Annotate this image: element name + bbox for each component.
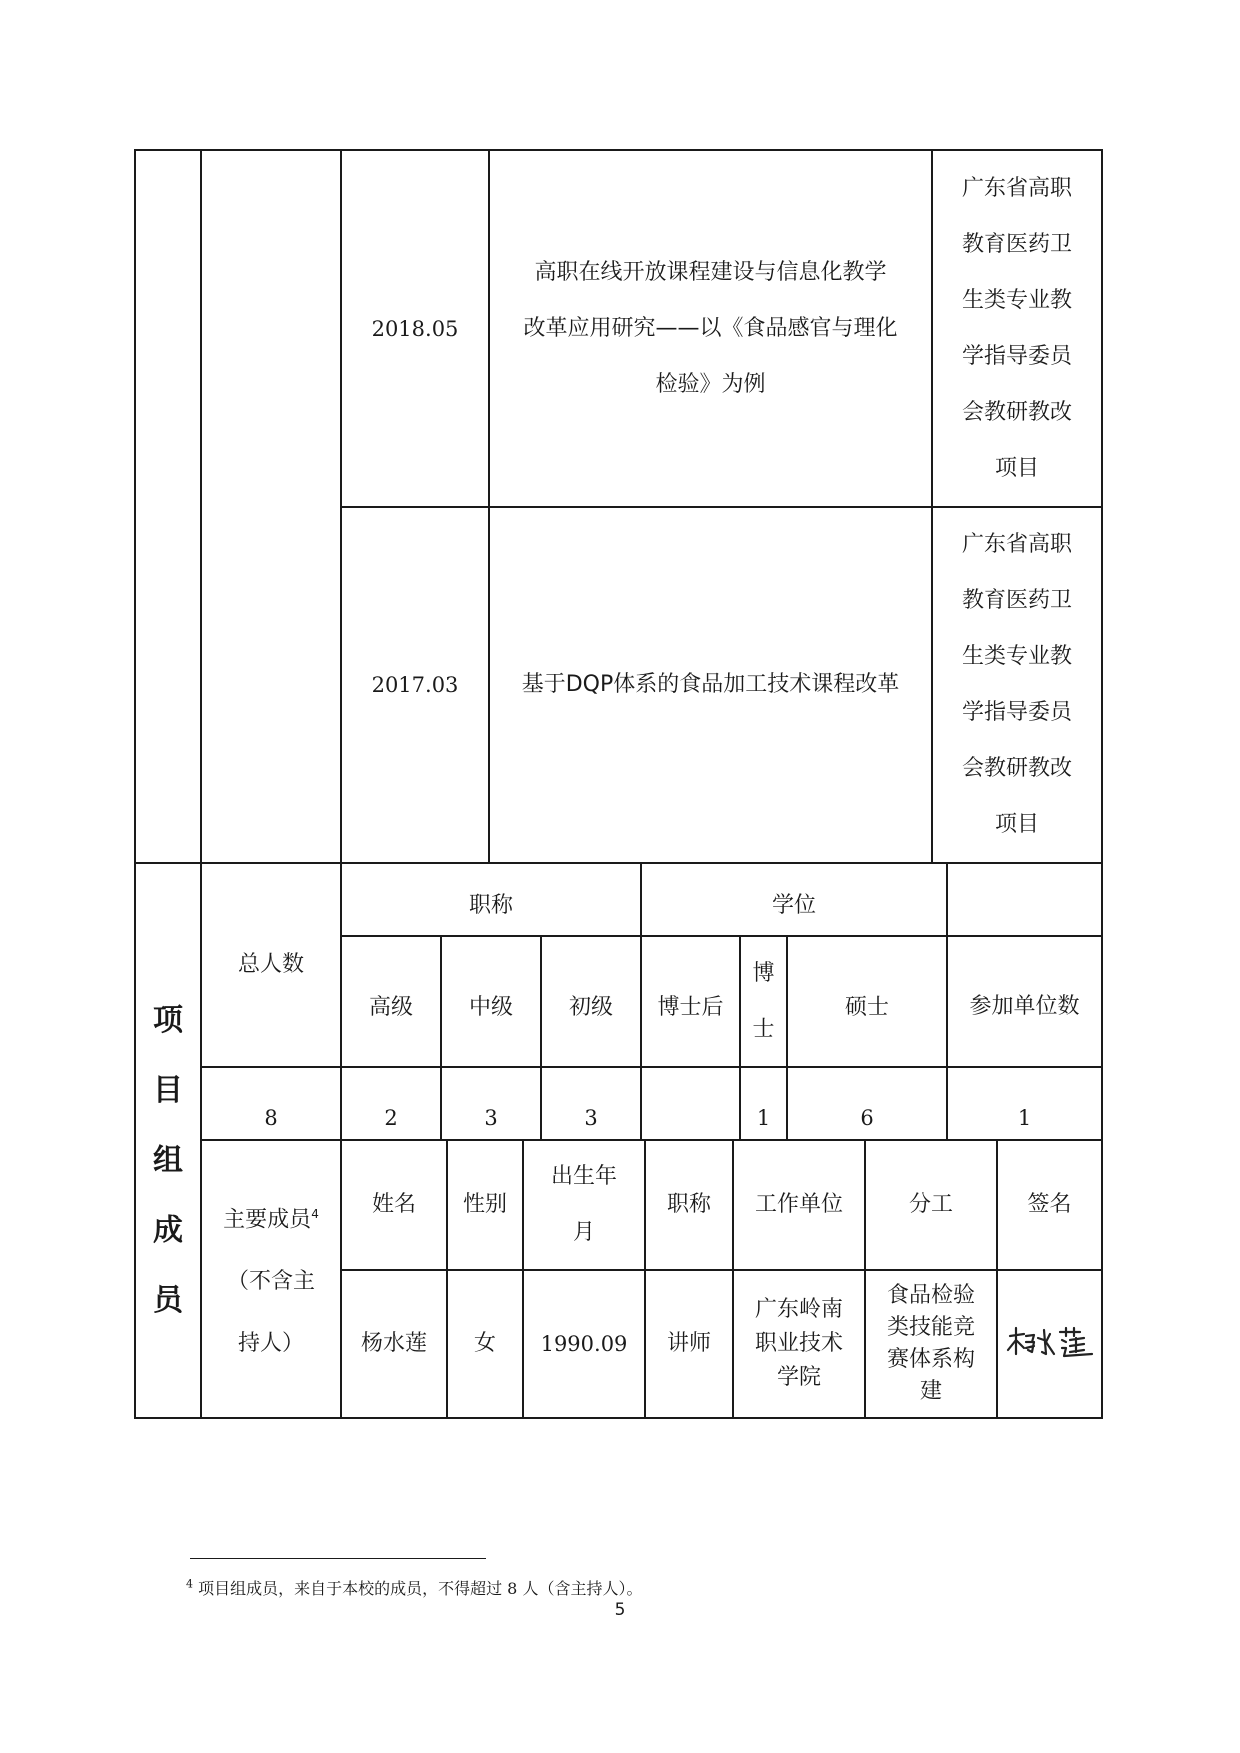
footnote-ref: 4: [311, 1206, 319, 1221]
project-date: 2017.03: [371, 673, 459, 697]
project-source: [933, 508, 1101, 862]
junior-value: 3: [584, 1105, 598, 1130]
project-date: 2018.05: [371, 316, 459, 341]
project-source-line: 会教研教改: [961, 756, 1072, 781]
duty-header: 分工: [908, 1192, 953, 1217]
members-label-main: 主要成员$^4$: [223, 1206, 319, 1233]
member-signature: [998, 1271, 1101, 1417]
member-birth: 1990.09: [540, 1332, 628, 1356]
doctor-value: 1: [756, 1105, 771, 1130]
section-label: [136, 864, 200, 1417]
middle-header: 中级: [468, 994, 513, 1020]
degree-group-header: 学位: [771, 892, 816, 918]
title-group-header: 职称: [468, 892, 513, 918]
project-source-line: 生类专业教: [961, 644, 1072, 669]
section-label-char: 项: [153, 1002, 183, 1038]
project-title-line: 高职在线开放课程建设与信息化教学: [534, 259, 887, 285]
project-title: [490, 151, 931, 506]
section-label-char: 员: [153, 1282, 183, 1318]
footnote: [186, 1576, 642, 1599]
postdoc-header: 博士后: [657, 994, 724, 1020]
project-source-line: 广东省高职: [961, 532, 1072, 557]
project-title-line: 改革应用研究——以《食品感官与理化: [523, 315, 898, 341]
section-label-char: 成: [153, 1212, 183, 1248]
members-label-sub: （不含主: [226, 1269, 315, 1295]
doctor-header-char: 士: [752, 1016, 775, 1042]
project-source-line: 项目: [994, 812, 1039, 837]
member-duty-line: 食品检验: [886, 1283, 975, 1308]
unit-header: 工作单位: [754, 1192, 843, 1217]
gender-header: 性别: [462, 1192, 507, 1217]
senior-value: 2: [384, 1105, 398, 1130]
members-label: [202, 1141, 340, 1417]
units-header: 参加单位数: [969, 994, 1080, 1019]
project-source-line: 广东省高职: [961, 175, 1072, 201]
master-header: 硕士: [844, 994, 889, 1020]
project-source-line: 会教研教改: [961, 399, 1072, 425]
member-name: 杨水莲: [360, 1331, 427, 1356]
table-border-right: [1101, 149, 1103, 1419]
project-source-line: 教育医药卫: [961, 588, 1072, 613]
section-label-char: 组: [153, 1142, 183, 1178]
page-number: 5: [614, 1600, 626, 1620]
birth-header-line: 月: [572, 1220, 595, 1245]
project-source-line: 生类专业教: [961, 287, 1072, 313]
title-header: 职称: [666, 1192, 711, 1217]
footnote-separator: [190, 1558, 486, 1559]
total-value: 8: [264, 1105, 278, 1130]
junior-header: 初级: [568, 994, 613, 1020]
member-duty-line: 类技能竞: [886, 1315, 975, 1340]
footnote-marker: 4: [186, 1577, 193, 1591]
section-label-char: 目: [153, 1072, 183, 1108]
project-source: [933, 151, 1101, 506]
members-label-sub: 持人）: [237, 1331, 304, 1357]
project-title-line: 基于DQP体系的食品加工技术课程改革: [521, 672, 900, 697]
member-unit-line: 学院: [776, 1365, 821, 1390]
birth-header-line: 出生年: [550, 1164, 617, 1189]
member-duty-line: 建: [919, 1379, 942, 1404]
units-value: 1: [1017, 1105, 1032, 1130]
member-duty: [866, 1271, 996, 1417]
total-header: 总人数: [237, 952, 304, 977]
project-source-line: 学指导委员: [961, 700, 1072, 725]
member-gender: 女: [473, 1331, 496, 1356]
project-title-line: 检验》为例: [655, 371, 766, 397]
member-duty-line: 赛体系构: [886, 1347, 975, 1372]
postdoc-value: [642, 1068, 739, 1139]
signature-image: [1004, 1324, 1096, 1364]
project-source-line: 学指导委员: [961, 343, 1072, 369]
doctor-header: [741, 937, 786, 1066]
name-header: 姓名: [371, 1192, 416, 1217]
doctor-header-char: 博: [752, 960, 775, 986]
middle-value: 3: [484, 1105, 498, 1130]
sign-header: 签名: [1027, 1192, 1072, 1217]
project-title: [490, 508, 931, 862]
footnote-text: 项目组成员，来自于本校的成员，不得超过 8 人（含主持人）。: [198, 1579, 643, 1598]
member-unit: [734, 1271, 864, 1417]
member-unit-line: 广东岭南: [754, 1297, 843, 1322]
birth-header: [524, 1141, 644, 1269]
member-title: 讲师: [666, 1331, 711, 1356]
project-source-line: 项目: [994, 455, 1039, 481]
master-value: 6: [860, 1105, 874, 1130]
senior-header: 高级: [368, 994, 413, 1020]
project-source-line: 教育医药卫: [961, 231, 1072, 257]
table-border-bottom: [134, 1417, 1103, 1419]
member-unit-line: 职业技术: [754, 1331, 843, 1356]
